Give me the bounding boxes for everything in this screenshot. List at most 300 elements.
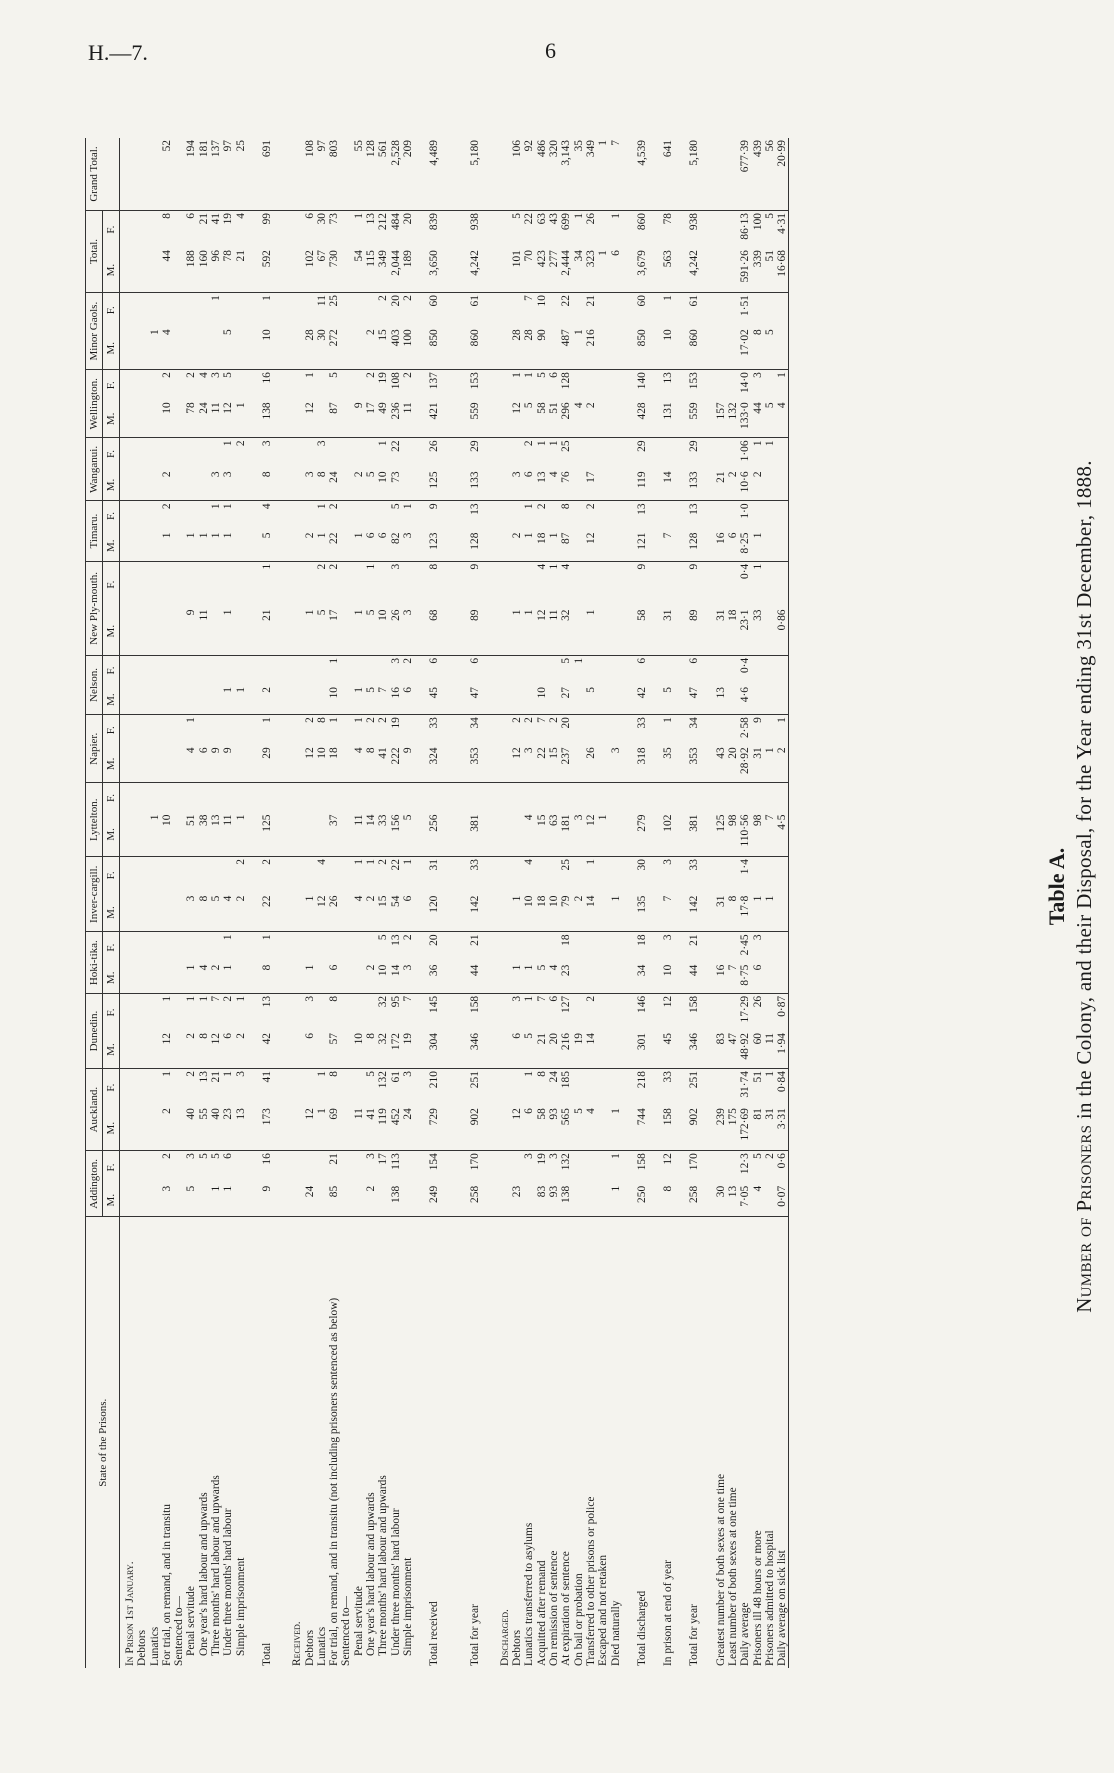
cell-value [136, 963, 148, 994]
cell-value: 19 [222, 213, 235, 225]
cell-value [161, 438, 173, 470]
cell-value: 40 [210, 1106, 222, 1151]
cell-value: 1 [523, 608, 535, 656]
grand-total-value: 439 [752, 138, 764, 211]
cell-value: 938 [468, 213, 481, 231]
cell-value [136, 813, 148, 857]
cell-value [715, 715, 727, 746]
cell-value: 1·4 [739, 859, 752, 875]
cell-value [511, 857, 523, 894]
cell-value: 17 [377, 1153, 390, 1165]
cell-value: 216 [585, 327, 597, 369]
cell-value: 6 [511, 1031, 523, 1069]
cell-value: 51 [751, 1071, 764, 1083]
cell-value: 1 [751, 440, 764, 447]
cell-value: 353 [455, 745, 495, 783]
cell-value [610, 1031, 622, 1069]
cell-value [120, 1106, 137, 1151]
cell-value [149, 932, 161, 963]
cell-value: 1 [222, 963, 234, 994]
cell-value: 1 [776, 715, 789, 746]
cell-value: 76 [560, 469, 572, 500]
cell-value: 2 [377, 859, 390, 865]
cell-value: 42 [622, 685, 662, 715]
cell-value: 10 [161, 813, 173, 857]
cell-value: 99 [260, 213, 273, 225]
cell-value [287, 531, 303, 562]
cell-value: 9 [185, 608, 197, 656]
cell-value: 47 [455, 685, 495, 715]
cell-value: 45 [414, 685, 454, 715]
cell-value [776, 894, 789, 932]
cell-value [136, 531, 148, 562]
cell-value [287, 783, 303, 813]
cell-value [573, 531, 585, 562]
cell-value [764, 857, 776, 894]
cell-value: 1 [222, 685, 234, 715]
cell-value: 10·6 [739, 469, 751, 500]
cell-value: 5 [536, 963, 548, 994]
table-row [316, 138, 328, 1668]
cell-value [340, 248, 352, 293]
cell-value: 10 [377, 608, 389, 656]
cell-value: 27 [560, 685, 572, 715]
cell-value [511, 813, 523, 857]
cell-value: 119 [377, 1106, 389, 1151]
cell-value: 349 [377, 248, 389, 293]
cell-value: 902 [674, 1106, 714, 1151]
cell-value: 1 [511, 963, 523, 994]
cell-value: 29 [247, 745, 287, 783]
table-row [495, 138, 511, 1668]
cell-value: 4 [353, 745, 365, 783]
cell-value: 132 [727, 400, 739, 438]
cell-value: 1 [597, 248, 609, 293]
cell-value [173, 685, 185, 715]
grand-total-value [287, 138, 303, 211]
cell-value: 140 [635, 372, 648, 390]
cell-value: 1 [610, 1106, 622, 1151]
cell-value: 35 [662, 745, 674, 783]
cell-value [340, 783, 352, 813]
cell-value: 170 [688, 1153, 701, 1171]
cell-value [120, 531, 137, 562]
cell-value: 10 [247, 327, 287, 369]
cell-value: 13 [210, 813, 222, 857]
cell-value [149, 370, 161, 401]
grand-total-value: 1 [597, 138, 609, 211]
cell-value: 73 [328, 213, 341, 225]
cell-value [764, 783, 776, 813]
cell-value [161, 894, 173, 932]
cell-value: 10 [377, 963, 389, 994]
cell-value: 4,242 [455, 248, 495, 293]
cell-value: 2 [365, 717, 378, 723]
state-column-header: State of the Prisons. [86, 1217, 120, 1668]
cell-value [136, 438, 148, 470]
cell-value: 258 [455, 1184, 495, 1217]
cell-value [597, 438, 609, 470]
cell-value [149, 248, 161, 293]
cell-value [149, 857, 161, 894]
cell-value: 69 [328, 1106, 340, 1151]
cell-value: 7 [401, 995, 414, 1002]
cell-value [304, 501, 316, 531]
cell-value: 19 [573, 1031, 585, 1069]
cell-value: 33 [662, 1071, 675, 1083]
cell-value: 8 [365, 1031, 377, 1069]
cell-value: 7 [535, 995, 548, 1002]
cell-value [353, 561, 365, 607]
cell-value [776, 857, 789, 894]
cell-value: 1 [316, 531, 328, 562]
cell-value: 8 [365, 745, 377, 783]
cell-value [597, 685, 609, 715]
cell-value: 3 [210, 372, 223, 378]
cell-value: 1 [198, 531, 210, 562]
cell-value: 18 [536, 894, 548, 932]
cell-value: 8 [560, 503, 573, 510]
grand-total-value: 35 [573, 138, 585, 211]
cell-value: 12 [662, 995, 675, 1008]
cell-value [597, 655, 609, 685]
cell-value: 16 [715, 531, 727, 562]
cell-value [210, 438, 222, 470]
cell-value [597, 1151, 609, 1184]
cell-value [120, 248, 137, 293]
male-header: M. [103, 608, 120, 656]
cell-value: 13 [365, 213, 378, 225]
cell-value: 137 [428, 372, 441, 390]
cell-value: 23 [511, 1184, 523, 1217]
cell-value [173, 1151, 185, 1184]
cell-value: 5 [247, 531, 287, 562]
cell-value: 60 [752, 1031, 764, 1069]
cell-value: 6 [727, 531, 739, 562]
cell-value: 20 [727, 745, 739, 783]
cell-value [120, 211, 137, 249]
cell-value [511, 1069, 523, 1107]
cell-value [365, 932, 377, 963]
cell-value: 938 [688, 213, 701, 231]
cell-value: 47 [674, 685, 714, 715]
cell-value: 4 [353, 894, 365, 932]
cell-value [585, 1184, 597, 1217]
cell-value: 14 [585, 894, 597, 932]
cell-value: 70 [523, 248, 535, 293]
cell-value: 16 [260, 372, 273, 384]
cell-value [185, 293, 197, 328]
cell-value [365, 783, 377, 813]
cell-value: 258 [674, 1184, 714, 1217]
cell-value: 10 [353, 1031, 365, 1069]
cell-value: 8 [752, 327, 764, 369]
row-label: Escaped and not retaken [597, 1554, 610, 1666]
cell-value [161, 857, 173, 894]
cell-value [136, 608, 148, 656]
cell-value: 6 [468, 657, 481, 664]
cell-value: 13 [688, 503, 701, 515]
cell-value: 1·51 [739, 295, 752, 316]
cell-value [776, 469, 789, 500]
cell-value: 2 [523, 717, 536, 723]
cell-value: 0·4 [739, 657, 752, 674]
cell-value: 902 [455, 1106, 495, 1151]
grand-total-value: 108 [304, 138, 316, 211]
male-header: M. [103, 531, 120, 562]
cell-value [198, 857, 210, 894]
cell-value [173, 1106, 185, 1151]
cell-value: 1 [548, 531, 560, 562]
grand-total-value: 2,528 [390, 138, 402, 211]
table-row [455, 138, 495, 1668]
table-row [235, 138, 247, 1668]
cell-value [764, 561, 776, 607]
cell-value: 61 [688, 295, 701, 307]
cell-value: 158 [688, 995, 701, 1013]
cell-value [185, 857, 197, 894]
cell-value [560, 783, 572, 813]
cell-value [727, 1151, 739, 1184]
cell-value: 10 [523, 894, 535, 932]
table-row [287, 138, 303, 1668]
cell-value: 6 [523, 469, 535, 500]
cell-value: 13 [727, 1184, 739, 1217]
cell-value: 1 [572, 213, 585, 219]
row-label: Greatest number of both sexes at one time [714, 1473, 727, 1666]
cell-value: 2·58 [739, 717, 752, 739]
cell-value [776, 438, 789, 470]
cell-value [161, 608, 173, 656]
table-row [353, 138, 365, 1668]
cell-value: 9 [428, 503, 441, 510]
cell-value [727, 211, 739, 249]
cell-value: 160 [198, 248, 210, 293]
cell-value [235, 715, 247, 746]
cell-value: 8 [662, 1184, 674, 1217]
cell-value [210, 783, 222, 813]
cell-value: 4·5 [776, 813, 789, 857]
cell-value: 1 [304, 894, 316, 932]
cell-value [235, 327, 247, 369]
table-row [377, 138, 389, 1668]
cell-value [353, 438, 365, 470]
cell-value: 2 [763, 1153, 776, 1159]
cell-value [776, 963, 789, 994]
cell-value [402, 469, 414, 500]
cell-value: 2·45 [739, 934, 752, 956]
cell-value [610, 783, 622, 813]
cell-value [120, 1069, 137, 1107]
table-row [597, 138, 609, 1668]
cell-value: 563 [662, 248, 674, 293]
cell-value [523, 685, 535, 715]
cell-value: 324 [414, 745, 454, 783]
cell-value: 210 [428, 1071, 441, 1089]
cell-value: 9 [402, 745, 414, 783]
cell-value [776, 932, 789, 963]
cell-value [573, 932, 585, 963]
table-row [715, 138, 727, 1668]
cell-value: 2 [365, 963, 377, 994]
cell-value: 1 [222, 1184, 234, 1217]
cell-value [523, 561, 535, 607]
row-label: Received. [291, 1621, 304, 1666]
cell-value [120, 400, 137, 438]
cell-value: 13 [536, 469, 548, 500]
cell-value: 3 [185, 894, 197, 932]
cell-value: 11 [315, 295, 328, 307]
row-label: Lunatics [315, 1626, 328, 1666]
cell-value [495, 327, 511, 369]
cell-value [304, 857, 316, 894]
cell-value [764, 501, 776, 531]
cell-value: 2 [247, 685, 287, 715]
cell-value: 82 [390, 531, 402, 562]
grand-total-value: 320 [548, 138, 560, 211]
cell-value: 33 [752, 608, 764, 656]
row-label: Debtors [136, 1629, 149, 1666]
cell-value: 32 [560, 608, 572, 656]
cell-value [365, 293, 377, 328]
cell-value: 40 [185, 1106, 197, 1151]
male-header: M. [103, 1031, 120, 1069]
cell-value: 4 [523, 859, 536, 865]
cell-value [597, 327, 609, 369]
cell-value [597, 783, 609, 813]
cell-value: 6 [402, 685, 414, 715]
cell-value: 34 [573, 248, 585, 293]
cell-value: 2 [523, 440, 536, 447]
cell-value [173, 932, 185, 963]
cell-value: 5 [222, 327, 234, 369]
cell-value: 58 [536, 400, 548, 438]
cell-value: 29 [468, 440, 481, 452]
cell-value: 20 [401, 213, 414, 225]
cell-value [353, 1151, 365, 1184]
cell-value [287, 715, 303, 746]
cell-value [149, 501, 161, 531]
cell-value [287, 963, 303, 994]
table-row [120, 138, 137, 1668]
cell-value [136, 894, 148, 932]
cell-value [210, 715, 222, 746]
cell-value: 1 [304, 608, 316, 656]
cell-value [120, 857, 137, 894]
cell-value: 133 [455, 469, 495, 500]
cell-value: 110·56 [739, 813, 751, 857]
cell-value: 1 [160, 1071, 173, 1077]
cell-value: 10 [662, 963, 674, 994]
cell-value: 323 [585, 248, 597, 293]
cell-value: 5 [523, 400, 535, 438]
cell-value [495, 400, 511, 438]
cell-value: 100 [402, 327, 414, 369]
cell-value [365, 501, 377, 531]
cell-value [495, 813, 511, 857]
cell-value [610, 963, 622, 994]
cell-value [287, 1184, 303, 1217]
cell-value: 5 [560, 657, 573, 664]
row-label: Debtors [511, 1629, 524, 1666]
cell-value: 87 [560, 531, 572, 562]
row-label: On bail or probation [572, 1573, 585, 1666]
prison-header: New Ply-mouth. [86, 561, 103, 655]
row-label: In Prison 1st January. [124, 1561, 136, 1666]
cell-value [235, 745, 247, 783]
cell-value [353, 327, 365, 369]
cell-value [136, 211, 148, 249]
grand-total-value [120, 138, 137, 211]
cell-value: 1 [523, 995, 536, 1002]
grand-total-value: 5,180 [674, 138, 714, 211]
cell-value [136, 1151, 148, 1184]
table-row [414, 138, 454, 1668]
cell-value [340, 894, 352, 932]
cell-value [287, 1106, 303, 1151]
cell-value: 2 [401, 657, 414, 664]
cell-value [120, 469, 137, 500]
cell-value [573, 561, 585, 607]
cell-value [495, 248, 511, 293]
cell-value: 2 [160, 372, 173, 378]
cell-value [304, 685, 316, 715]
grand-total-value: 486 [536, 138, 548, 211]
cell-value [495, 783, 511, 813]
cell-value: 730 [328, 248, 340, 293]
cell-value: 12 [536, 608, 548, 656]
cell-value [727, 1069, 739, 1107]
cell-value: 22 [523, 213, 536, 225]
cell-value: 8 [328, 1071, 341, 1077]
cell-value [149, 469, 161, 500]
cell-value [353, 1184, 365, 1217]
cell-value [235, 561, 247, 607]
prisoners-table-wrap [85, 138, 1035, 1668]
cell-value [136, 248, 148, 293]
cell-value: 2 [365, 1184, 377, 1217]
cell-value: 15 [377, 894, 389, 932]
cell-value: 346 [674, 1031, 714, 1069]
cell-value: 1 [352, 717, 365, 723]
cell-value: 559 [455, 400, 495, 438]
cell-value [495, 531, 511, 562]
cell-value: 21 [688, 934, 701, 946]
cell-value [597, 1031, 609, 1069]
row-label: Under three months' hard labour [389, 1508, 402, 1656]
cell-value [548, 857, 560, 894]
cell-value [136, 501, 148, 531]
cell-value: 21 [247, 608, 287, 656]
cell-value [597, 932, 609, 963]
cell-value: 6 [548, 372, 561, 378]
cell-value: 128 [560, 372, 573, 390]
table-row [511, 138, 523, 1668]
cell-value [161, 561, 173, 607]
cell-value: 3 [662, 859, 675, 865]
cell-value: 78 [222, 248, 234, 293]
cell-value [340, 531, 352, 562]
female-header: F. [103, 715, 120, 746]
male-header: M. [103, 813, 120, 857]
cell-value: 12 [304, 400, 316, 438]
grand-total-value: 137 [210, 138, 222, 211]
cell-value: 33 [428, 717, 441, 729]
cell-value: 18 [560, 934, 573, 946]
cell-value: 21 [536, 1031, 548, 1069]
cell-value: 5 [763, 213, 776, 219]
cell-value: 51 [185, 813, 197, 857]
